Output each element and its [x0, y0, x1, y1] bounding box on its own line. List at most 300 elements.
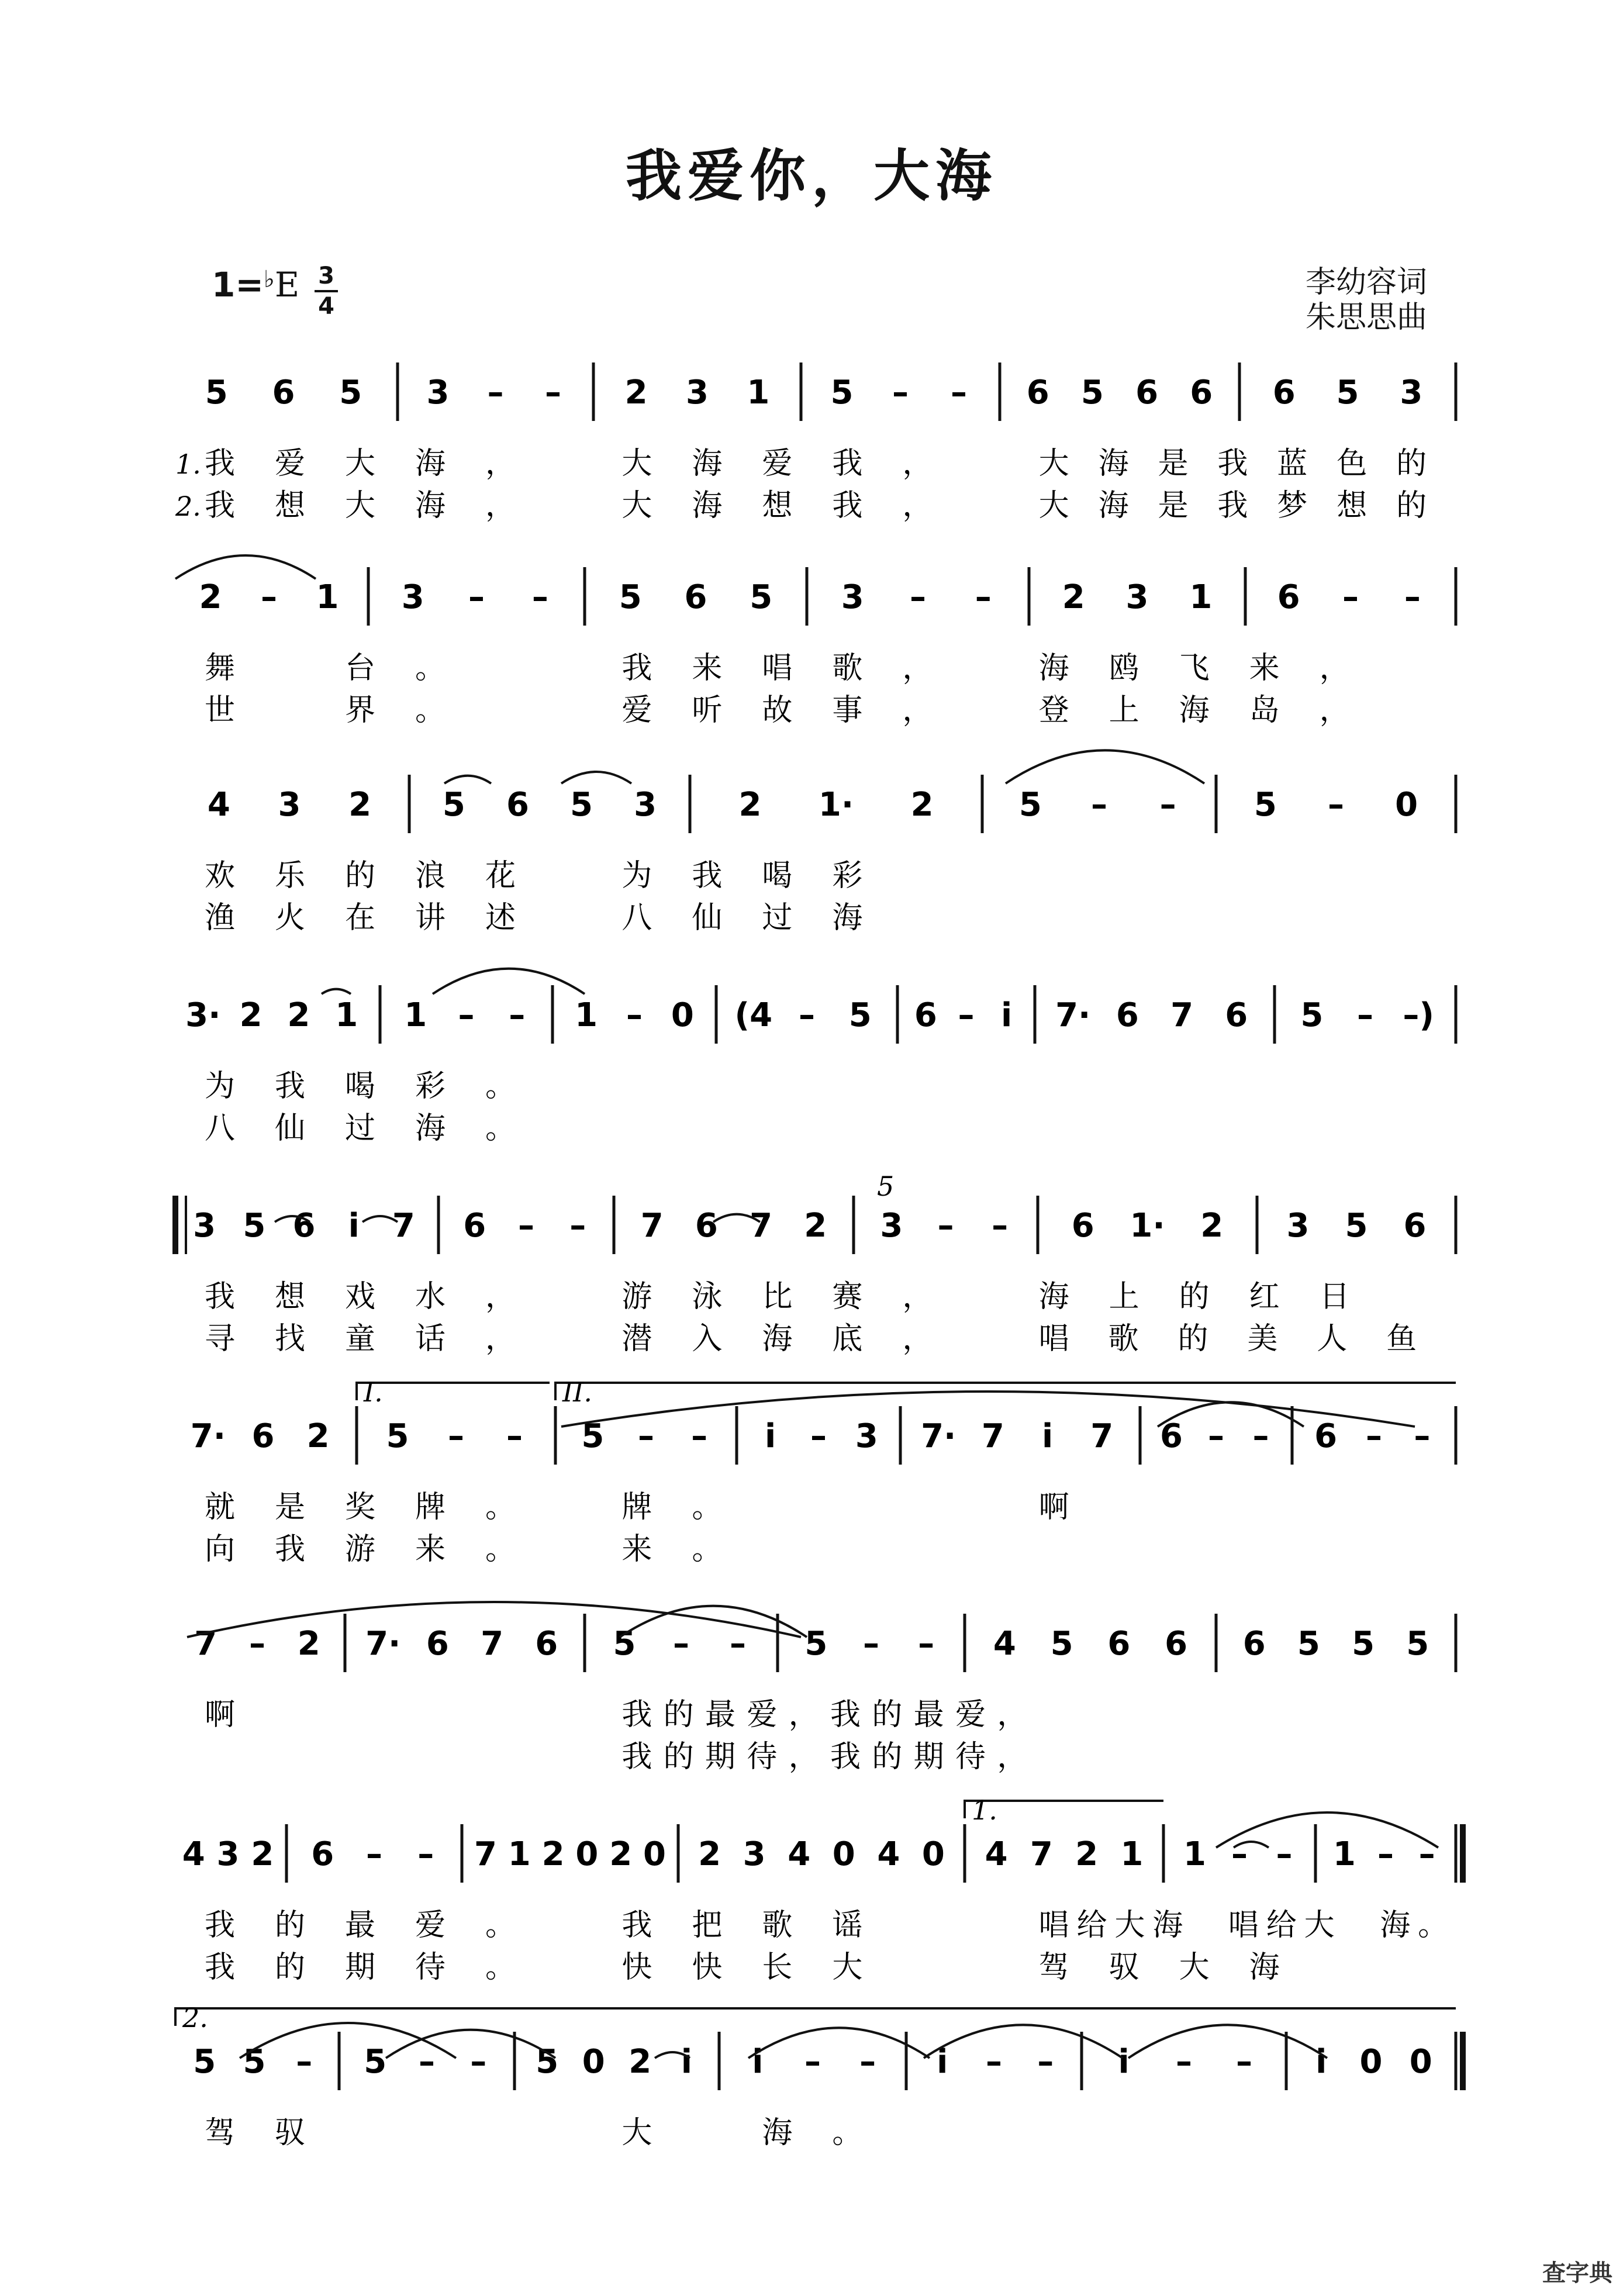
volta-bracket-1: [357, 1383, 550, 1400]
jianpu-note: 5: [613, 1625, 636, 1663]
song-title: 我爱你，大海: [626, 143, 997, 209]
jianpu-note: 5: [1050, 1625, 1073, 1663]
lyric-char: 啊: [205, 1697, 236, 1732]
lyric-char: 长: [762, 1950, 793, 1985]
lyric-char: 海: [1038, 1279, 1069, 1314]
lyric-char: 海: [762, 1321, 793, 1356]
jianpu-note: 6: [1071, 1207, 1094, 1245]
lyric-char: 的: [1396, 488, 1427, 523]
lyric-char: ，: [902, 651, 933, 686]
jianpu-note: 6: [1225, 996, 1248, 1034]
lyric-char: 爱: [762, 446, 793, 481]
slur-arc: [1128, 2025, 1327, 2058]
lyric-char: 泳: [692, 1279, 723, 1314]
jianpu-note: 5: [619, 578, 642, 616]
lyric-char: 待: [955, 1739, 986, 1774]
jianpu-note: –: [810, 1417, 827, 1455]
jianpu-note: 0: [671, 996, 694, 1034]
jianpu-note: –: [1091, 786, 1107, 824]
lyric-char: 我: [832, 446, 863, 481]
jianpu-note: 2: [804, 1207, 827, 1245]
lyric-char: 蓝: [1277, 446, 1308, 481]
jianpu-note: 5: [750, 578, 773, 616]
jianpu-note: 6: [1190, 374, 1213, 412]
jianpu-note: –: [673, 1625, 689, 1663]
jianpu-note: –: [918, 1625, 935, 1663]
jianpu-note: –: [804, 2043, 821, 2081]
jianpu-note: i: [1041, 1417, 1054, 1455]
jianpu-note: 0: [575, 1835, 599, 1873]
jianpu-note: 7: [474, 1835, 497, 1873]
lyric-char: 色: [1337, 446, 1368, 481]
jianpu-note: 7·: [190, 1417, 226, 1455]
lyric-char: ，: [902, 446, 933, 481]
jianpu-note: 6: [1403, 1207, 1427, 1245]
jianpu-note: 3: [426, 374, 450, 412]
jianpu-note: 5: [243, 1207, 266, 1245]
lyric-char: 述: [485, 900, 516, 935]
lyric-char: 快: [692, 1950, 723, 1985]
lyric-char: 给: [1076, 1908, 1107, 1943]
jianpu-note: 4: [182, 1835, 205, 1873]
slur-arc: [444, 776, 491, 783]
meter-bottom: 4: [318, 293, 334, 320]
slur-arc: [748, 2028, 930, 2058]
lyric-char: 我: [205, 446, 236, 481]
jianpu-note: –: [261, 578, 277, 616]
jianpu-note: –: [951, 374, 967, 412]
jianpu-note: 5: [804, 1625, 828, 1663]
jianpu-note: 2: [624, 374, 648, 412]
lyric-char: 是: [275, 1490, 306, 1525]
lyric-char: 赛: [832, 1279, 863, 1314]
jianpu-note: –: [509, 996, 526, 1034]
jianpu-note: –: [1418, 1835, 1435, 1873]
lyric-char: 我: [830, 1697, 861, 1732]
jianpu-note: –: [691, 1417, 708, 1455]
lyric-char: 。: [692, 1532, 723, 1567]
jianpu-note: –: [937, 1207, 954, 1245]
lyric-char: 爱: [955, 1697, 986, 1732]
lyric-char: ，: [1319, 693, 1350, 728]
jianpu-note: 6: [426, 1625, 449, 1663]
lyric-char: 过: [345, 1111, 376, 1146]
jianpu-note: 5: [1352, 1625, 1375, 1663]
volta-label: II.: [562, 1376, 592, 1408]
jianpu-note: 6: [311, 1835, 334, 1873]
lyric-char: 上: [1109, 693, 1139, 728]
jianpu-note: –: [986, 2043, 1002, 2081]
jianpu-note: 7·: [921, 1417, 956, 1455]
jianpu-note: –: [1159, 786, 1176, 824]
jianpu-note: 5: [830, 374, 854, 412]
lyric-char: 大: [345, 446, 376, 481]
lyric-char: 最: [705, 1697, 736, 1732]
lyric-char: 驾: [205, 2115, 236, 2150]
jianpu-note: 4: [877, 1835, 900, 1873]
lyric-char: 水: [415, 1279, 446, 1314]
lyric-char: 游: [621, 1279, 652, 1314]
lyric-char: 歌: [1108, 1321, 1139, 1356]
lyric-char: 大: [621, 2115, 652, 2150]
jianpu-note: 5: [570, 786, 593, 824]
jianpu-note: 5: [581, 1417, 605, 1455]
lyric-char: 潜: [621, 1321, 652, 1356]
jianpu-note: 3: [216, 1835, 240, 1873]
jianpu-note: –: [1208, 1417, 1224, 1455]
composer-credit: 朱思思曲: [1305, 300, 1427, 335]
lyric-char: 海: [1380, 1908, 1411, 1943]
jianpu-note: –: [958, 996, 975, 1034]
lyric-char: ，: [902, 488, 933, 523]
jianpu-note: –): [1403, 996, 1434, 1034]
jianpu-note: –: [545, 374, 562, 412]
jianpu-note: 7: [194, 1625, 217, 1663]
jianpu-note: 4: [207, 786, 230, 824]
jianpu-note: –: [1037, 2043, 1054, 2081]
jianpu-note: 0: [921, 1835, 945, 1873]
lyric-char: 底: [832, 1321, 863, 1356]
jianpu-note: 2: [251, 1835, 274, 1873]
lyric-char: 仙: [692, 900, 723, 935]
lyric-char: 爱: [275, 446, 306, 481]
jianpu-note: 2: [199, 578, 222, 616]
lyric-char: 就: [205, 1490, 236, 1525]
lyric-char: 大: [1038, 446, 1069, 481]
jianpu-note: 6: [1026, 374, 1049, 412]
jianpu-note: 7: [392, 1207, 415, 1245]
jianpu-note: –: [366, 1835, 382, 1873]
jianpu-note: 2: [1062, 578, 1085, 616]
lyric-char: 浪: [415, 858, 446, 893]
lyric-char: 鱼: [1386, 1321, 1417, 1356]
jianpu-note: 7·: [365, 1625, 401, 1663]
jianpu-note: 6: [506, 786, 529, 824]
lyric-char: 海: [1098, 446, 1129, 481]
jianpu-note: –: [730, 1625, 747, 1663]
lyric-char: 美: [1247, 1321, 1278, 1356]
jianpu-note: 0: [1409, 2043, 1432, 2081]
jianpu-note: 2: [541, 1835, 565, 1873]
lyric-char: 我: [832, 488, 863, 523]
jianpu-note: 5: [1253, 786, 1277, 824]
lyric-char: 。: [485, 1908, 516, 1943]
lyric-char: 登: [1038, 693, 1069, 728]
jianpu-note: 2: [738, 786, 762, 824]
jianpu-note: 3: [401, 578, 424, 616]
jianpu-note: i: [765, 1417, 776, 1455]
slur-arc: [924, 2025, 1123, 2058]
lyric-char: ，: [485, 488, 516, 523]
lyric-char: 大: [1304, 1908, 1335, 1943]
jianpu-note: 5: [386, 1417, 409, 1455]
jianpu-note: 7: [750, 1207, 773, 1245]
flat-sign: ♭: [263, 266, 275, 293]
lyric-char: [275, 693, 305, 728]
jianpu-note: –: [506, 1417, 523, 1455]
jianpu-note: 5: [1336, 374, 1359, 412]
lyric-char: 。: [485, 1950, 516, 1985]
jianpu-note: –: [992, 1207, 1009, 1245]
lyric-char: 仙: [275, 1111, 306, 1146]
jianpu-note: –: [1231, 1835, 1248, 1873]
lyric-char: 海: [415, 488, 446, 523]
lyric-char: 八: [621, 900, 652, 935]
jianpu-note: 3: [686, 374, 709, 412]
verse-number: 2.: [175, 491, 201, 522]
lyric-char: 红: [1249, 1279, 1280, 1314]
jianpu-note: –: [296, 2043, 313, 2081]
slur-arc: [561, 772, 631, 783]
jianpu-note: 6: [1242, 1625, 1266, 1663]
lyric-char: 的: [345, 858, 376, 893]
lyric-char: 我: [621, 1908, 652, 1943]
lyric-char: ，: [902, 1321, 933, 1356]
jianpu-note: 1: [507, 1835, 531, 1873]
lyric-char: 的: [1177, 1321, 1208, 1356]
lyric-char: 。: [485, 1111, 516, 1146]
lyric-char: 驾: [1038, 1950, 1069, 1985]
lyric-char: 把: [692, 1908, 723, 1943]
jianpu-note: 2: [1200, 1207, 1224, 1245]
lyric-char: 故: [762, 693, 793, 728]
lyric-char: 待: [415, 1950, 446, 1985]
jianpu-note: –: [1357, 996, 1373, 1034]
lyric-char: 是: [1158, 488, 1189, 523]
lyric-char: 世: [205, 693, 236, 728]
jianpu-note: 2: [297, 1625, 320, 1663]
jianpu-note: 4: [788, 1835, 811, 1873]
lyric-char: 唱: [762, 651, 793, 686]
lyric-char: ，: [788, 1697, 819, 1732]
jianpu-note: –: [468, 578, 485, 616]
lyric-char: 为: [621, 858, 652, 893]
lyric-char: 我: [621, 1697, 652, 1732]
lyric-char: 期: [345, 1950, 376, 1985]
lyric-char: 驭: [275, 2115, 306, 2150]
lyric-char: 海: [1098, 488, 1129, 523]
jianpu-note: i: [1315, 2043, 1327, 2081]
jianpu-note: 1: [747, 374, 770, 412]
lyric-char: 歌: [832, 651, 863, 686]
lyric-char: ，: [1319, 651, 1350, 686]
lyric-char: 。: [415, 651, 446, 686]
jianpu-note: –: [1377, 1835, 1394, 1873]
jianpu-note: 6: [535, 1625, 558, 1663]
lyric-char: ，: [788, 1739, 819, 1774]
jianpu-note: –: [638, 1417, 654, 1455]
lyric-char: 我: [830, 1739, 861, 1774]
jianpu-note: 3: [1125, 578, 1149, 616]
lyric-char: 我: [621, 1739, 652, 1774]
jianpu-note: 2: [287, 996, 310, 1034]
lyric-char: ，: [902, 693, 933, 728]
lyric-char: 梦: [1277, 488, 1308, 523]
jianpu-note: –: [863, 1625, 879, 1663]
jianpu-note: 5: [243, 2043, 266, 2081]
lyric-char: 的: [872, 1739, 903, 1774]
grace-note: 5: [877, 1171, 895, 1202]
slur-arc: [322, 989, 351, 994]
lyric-char: 的: [872, 1697, 903, 1732]
lyric-char: 期: [705, 1739, 736, 1774]
key-prefix: 1=: [212, 265, 264, 305]
jianpu-note: 4: [993, 1625, 1016, 1663]
lyric-char: 舞: [205, 651, 236, 686]
lyric-char: 人: [1317, 1321, 1348, 1356]
lyric-char: 上: [1109, 1279, 1139, 1314]
lyric-char: 海: [1038, 651, 1069, 686]
meter-top: 3: [318, 263, 334, 289]
jianpu-note: 2: [698, 1835, 721, 1873]
jianpu-note: 6: [1314, 1417, 1338, 1455]
lyric-char: 。: [415, 693, 446, 728]
jianpu-note: 6: [1135, 374, 1159, 412]
jianpu-note: –: [1328, 786, 1344, 824]
jianpu-note: 1: [575, 996, 598, 1034]
lyric-char: 大: [621, 488, 652, 523]
jianpu-note: –: [249, 1625, 265, 1663]
jianpu-note: 6: [251, 1417, 275, 1455]
jianpu-note: i: [1118, 2043, 1130, 2081]
site-watermark: 查字典: [1542, 2260, 1612, 2287]
jianpu-note: 1·: [818, 786, 854, 824]
lyric-char: 海: [1152, 1908, 1183, 1943]
lyric-char: 牌: [415, 1490, 446, 1525]
lyric-char: 童: [345, 1321, 376, 1356]
lyric-char: 想: [762, 488, 793, 523]
jianpu-note: 2: [629, 2043, 652, 2081]
lyric-char: 海: [832, 900, 863, 935]
lyric-char: 给: [1266, 1908, 1297, 1943]
lyric-char: 花: [485, 858, 516, 893]
lyric-char: 海: [1179, 693, 1210, 728]
jianpu-note: –: [487, 374, 504, 412]
jianpu-note: 3: [841, 578, 864, 616]
jianpu-note: 1: [1332, 1835, 1356, 1873]
lyric-char: 我: [205, 1950, 236, 1985]
jianpu-note: 6: [272, 374, 295, 412]
jianpu-note: –: [448, 1417, 464, 1455]
jianpu-note: –: [799, 996, 815, 1034]
lyric-char: ，: [997, 1739, 1028, 1774]
lyric-char: [692, 2115, 722, 2150]
lyric-char: 飞: [1179, 651, 1210, 686]
jianpu-note: 6: [1277, 578, 1300, 616]
jianpu-note: –: [1176, 2043, 1192, 2081]
lyric-char: 我: [275, 1069, 306, 1104]
jianpu-note: –: [1404, 578, 1421, 616]
lyric-char: 海: [1249, 1950, 1280, 1985]
lyric-char: 唱: [1228, 1908, 1259, 1943]
jianpu-note: i: [1001, 996, 1013, 1034]
jianpu-note: i: [937, 2043, 948, 2081]
lyric-char: 大: [345, 488, 376, 523]
lyric-char: 期: [913, 1739, 944, 1774]
jianpu-note: 1: [1120, 1835, 1144, 1873]
jianpu-note: 6: [914, 996, 937, 1034]
lyric-char: 海: [415, 1111, 446, 1146]
jianpu-note: 0: [1359, 2043, 1383, 2081]
jianpu-note: –: [569, 1207, 586, 1245]
jianpu-note: –: [910, 578, 926, 616]
jianpu-note: 6: [1160, 1417, 1183, 1455]
lyric-char: 我: [205, 1279, 236, 1314]
lyric-char: 爱: [621, 693, 652, 728]
lyric-char: 大: [1038, 488, 1069, 523]
volta-label: 1.: [972, 1794, 997, 1826]
lyric-char: 听: [692, 693, 723, 728]
lyric-char: 找: [275, 1321, 306, 1356]
jianpu-note: 2: [306, 1417, 330, 1455]
jianpu-note: –: [892, 374, 909, 412]
verse-number: 1.: [175, 448, 201, 480]
lyric-char: 欢: [205, 858, 236, 893]
lyric-char: 的: [275, 1908, 306, 1943]
lyric-char: 在: [345, 900, 376, 935]
jianpu-note: 6: [292, 1207, 316, 1245]
lyric-char: 。: [692, 1490, 723, 1525]
jianpu-note: 5: [1300, 996, 1324, 1034]
lyric-char: 乐: [275, 858, 306, 893]
jianpu-note: 7: [1170, 996, 1194, 1034]
lyric-char: 大: [1179, 1950, 1210, 1985]
jianpu-note: 6: [1116, 996, 1139, 1034]
lyric-char: ，: [902, 1279, 933, 1314]
lyric-char: 我: [1217, 446, 1248, 481]
jianpu-note: 7·: [1055, 996, 1091, 1034]
lyric-char: 我: [1217, 488, 1248, 523]
lyric-char: 彩: [415, 1069, 446, 1104]
lyric-char: 事: [832, 693, 863, 728]
jianpu-note: 0: [1395, 786, 1418, 824]
lyric-char: [1190, 1908, 1221, 1943]
lyric-char: 的: [663, 1697, 694, 1732]
lyric-char: 喝: [345, 1069, 376, 1104]
lyric-char: 谣: [832, 1908, 863, 1943]
jianpu-note: 1: [1183, 1835, 1207, 1873]
lyric-char: 最: [913, 1697, 944, 1732]
lyric-char: 来: [621, 1532, 652, 1567]
lyric-char: 渔: [205, 900, 236, 935]
jianpu-note: 0: [832, 1835, 855, 1873]
jianpu-note: –: [1366, 1417, 1382, 1455]
jianpu-note: 5: [364, 2043, 387, 2081]
jianpu-note: 3: [193, 1207, 216, 1245]
lyric-char: 快: [621, 1950, 652, 1985]
jianpu-note: –: [531, 578, 548, 616]
jianpu-note: –: [975, 578, 992, 616]
jianpu-note: 4: [985, 1835, 1008, 1873]
lyric-char: 海: [692, 488, 723, 523]
lyric-char: 想: [1337, 488, 1368, 523]
jianpu-note: 3: [634, 786, 657, 824]
lyric-char: ，: [485, 1279, 516, 1314]
lyric-char: 的: [1396, 446, 1427, 481]
lyric-char: 待: [747, 1739, 778, 1774]
lyric-char: 的: [275, 1950, 306, 1985]
jianpu-note: 3·: [185, 996, 221, 1034]
lyric-char: 。: [1418, 1908, 1449, 1943]
jianpu-note: 6: [463, 1207, 486, 1245]
jianpu-note: i: [348, 1207, 360, 1245]
jianpu-note: –: [470, 2043, 487, 2081]
lyric-char: 海: [415, 446, 446, 481]
jianpu-note: –: [1276, 1835, 1293, 1873]
lyric-char: 。: [485, 1490, 516, 1525]
jianpu-note: 2: [910, 786, 934, 824]
key-letter: E: [274, 265, 300, 305]
